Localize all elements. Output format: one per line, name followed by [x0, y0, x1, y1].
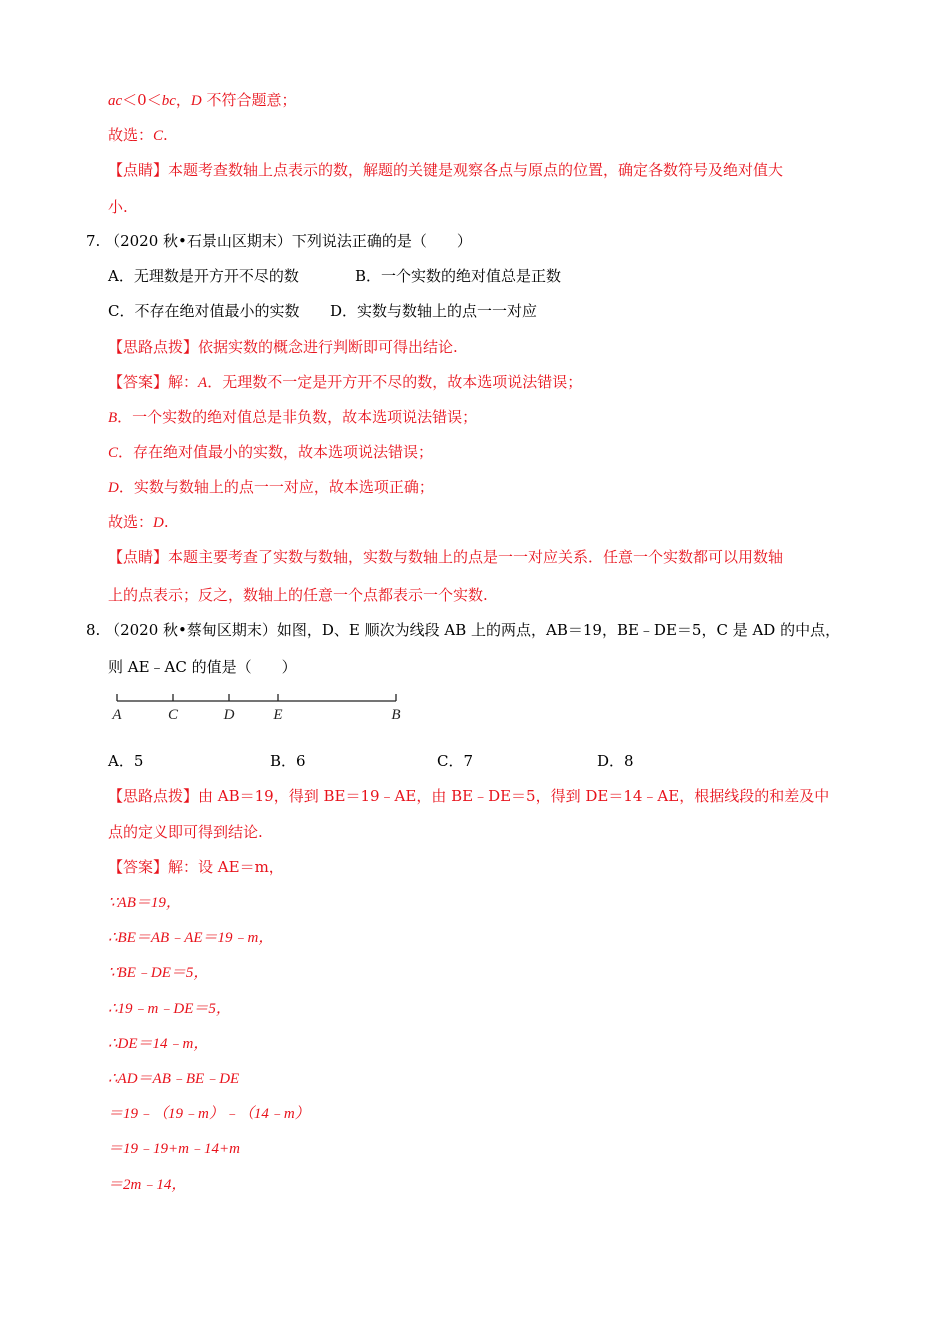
var-bc: bc — [161, 93, 176, 109]
question-text: （2020 秋•石景山区期末）下列说法正确的是（ ） — [105, 232, 472, 250]
q7-answer-line-1 — [108, 372, 582, 393]
q8-answer-line-2: ∵AB＝19， — [108, 895, 181, 911]
question-number: 8. — [86, 621, 101, 639]
q6-choice-line — [108, 125, 168, 146]
text: ， — [175, 91, 191, 109]
q8-option-d: D．8 — [597, 752, 634, 770]
segment-figure — [110, 688, 410, 728]
q7-comment-cont: 上的点表示；反之，数轴上的任意一个点都表示一个实数. — [108, 586, 488, 604]
point-label-b: B — [391, 707, 401, 723]
q8-answer-line-3: ∴BE＝AB﹣AE＝19﹣m， — [108, 930, 274, 946]
point-label-e: E — [273, 707, 283, 723]
question-text: （2020 秋•蔡甸区期末）如图，D、E 顺次为线段 AB 上的两点，AB＝19，BE﹣DE＝5，C 是 AD 的中点， — [105, 621, 841, 639]
q7-option-b: B．一个实数的绝对值总是正数 — [355, 267, 562, 285]
q7-stem — [86, 231, 472, 251]
q8-answer-line-1 — [108, 857, 284, 877]
q8-option-c: C．7 — [437, 752, 474, 770]
q6-answer-line — [108, 90, 297, 111]
var: B — [108, 410, 118, 426]
q7-answer-line-4 — [108, 477, 434, 498]
var-ac: ac — [108, 93, 123, 109]
q8-answer-line-5: ∴19﹣m﹣DE＝5， — [108, 1001, 231, 1017]
q8-answer-line-10: ＝2m﹣14， — [108, 1177, 187, 1193]
line-segment-diagram — [110, 688, 410, 728]
point-label-c: C — [167, 707, 179, 723]
comment-text: 本题考查数轴上点表示的数，解题的关键是观察各点与原点的位置，确定各数符号及绝对值大 — [168, 161, 784, 179]
text: ．实数与数轴上的点一一对应，故本选项正确； — [118, 478, 434, 496]
q7-comment — [108, 547, 783, 567]
q8-stem — [86, 620, 840, 640]
var: D — [108, 480, 119, 496]
q8-option-a: A．5 — [108, 752, 144, 770]
q8-stem-cont: 则 AE﹣AC 的值是（ ） — [108, 658, 297, 676]
var: D — [153, 515, 164, 531]
q7-hint — [108, 337, 458, 357]
q8-answer-line-7: ∴AD＝AB﹣BE﹣DE — [108, 1071, 240, 1087]
q8-answer-line-9: ＝19﹣19+m﹣14+m — [108, 1141, 240, 1157]
q7-option-c: C．不存在绝对值最小的实数 — [108, 302, 300, 320]
text: . — [163, 513, 169, 531]
text: 故选： — [108, 513, 154, 531]
text: 解： — [168, 373, 199, 391]
text: ．无理数不一定是开方开不尽的数，故本选项说法错误； — [207, 373, 583, 391]
var: C — [108, 445, 119, 461]
comment-tag: 【点睛】 — [108, 161, 169, 179]
text: . — [163, 126, 168, 144]
hint-text: 由 AB＝19，得到 BE＝19﹣AE，由 BE﹣DE＝5，得到 DE＝14﹣AE，根据线段的和差及中 — [198, 787, 830, 805]
q8-hint — [108, 786, 829, 806]
text: 解：设 AE＝m， — [168, 858, 284, 876]
point-label-a: A — [112, 707, 122, 723]
answer-tag: 【答案】 — [108, 858, 169, 876]
point-label-d: D — [223, 707, 235, 723]
hint-tag: 【思路点拨】 — [108, 338, 199, 356]
q8-answer-line-8: ＝19﹣（19﹣m）﹣（14﹣m） — [108, 1106, 310, 1122]
q8-answer-line-6: ∴DE＝14﹣m， — [108, 1036, 209, 1052]
q6-comment-cont: 小. — [108, 198, 128, 216]
q7-option-d: D．实数与数轴上的点一一对应 — [330, 302, 538, 320]
text: 故选： — [108, 126, 154, 144]
q8-option-b: B．6 — [270, 752, 306, 770]
text: ＜0＜ — [122, 91, 162, 109]
var: A — [198, 375, 208, 391]
answer-tag: 【答案】 — [108, 373, 169, 391]
q8-hint-cont: 点的定义即可得到结论. — [108, 823, 263, 841]
text: ．存在绝对值最小的实数，故本选项说法错误； — [118, 443, 434, 461]
q7-option-a: A．无理数是开方开不尽的数 — [108, 267, 299, 285]
hint-tag: 【思路点拨】 — [108, 787, 199, 805]
q7-answer-line-5 — [108, 512, 169, 533]
q7-answer-line-3 — [108, 442, 433, 463]
hint-text: 依据实数的概念进行判断即可得出结论. — [198, 338, 458, 356]
text: ．一个实数的绝对值总是非负数，故本选项说法错误； — [117, 408, 478, 426]
text: 不符合题意； — [201, 91, 297, 109]
comment-text: 本题主要考查了实数与数轴，实数与数轴上的点是一一对应关系．任意一个实数都可以用数轴 — [168, 548, 784, 566]
comment-tag: 【点睛】 — [108, 548, 169, 566]
question-number: 7. — [86, 232, 101, 250]
var-c: C — [153, 128, 164, 144]
q7-answer-line-2 — [108, 407, 477, 428]
q8-answer-line-4: ∵BE﹣DE＝5， — [108, 965, 209, 981]
var-d: D — [190, 93, 202, 109]
q6-comment — [108, 160, 783, 180]
